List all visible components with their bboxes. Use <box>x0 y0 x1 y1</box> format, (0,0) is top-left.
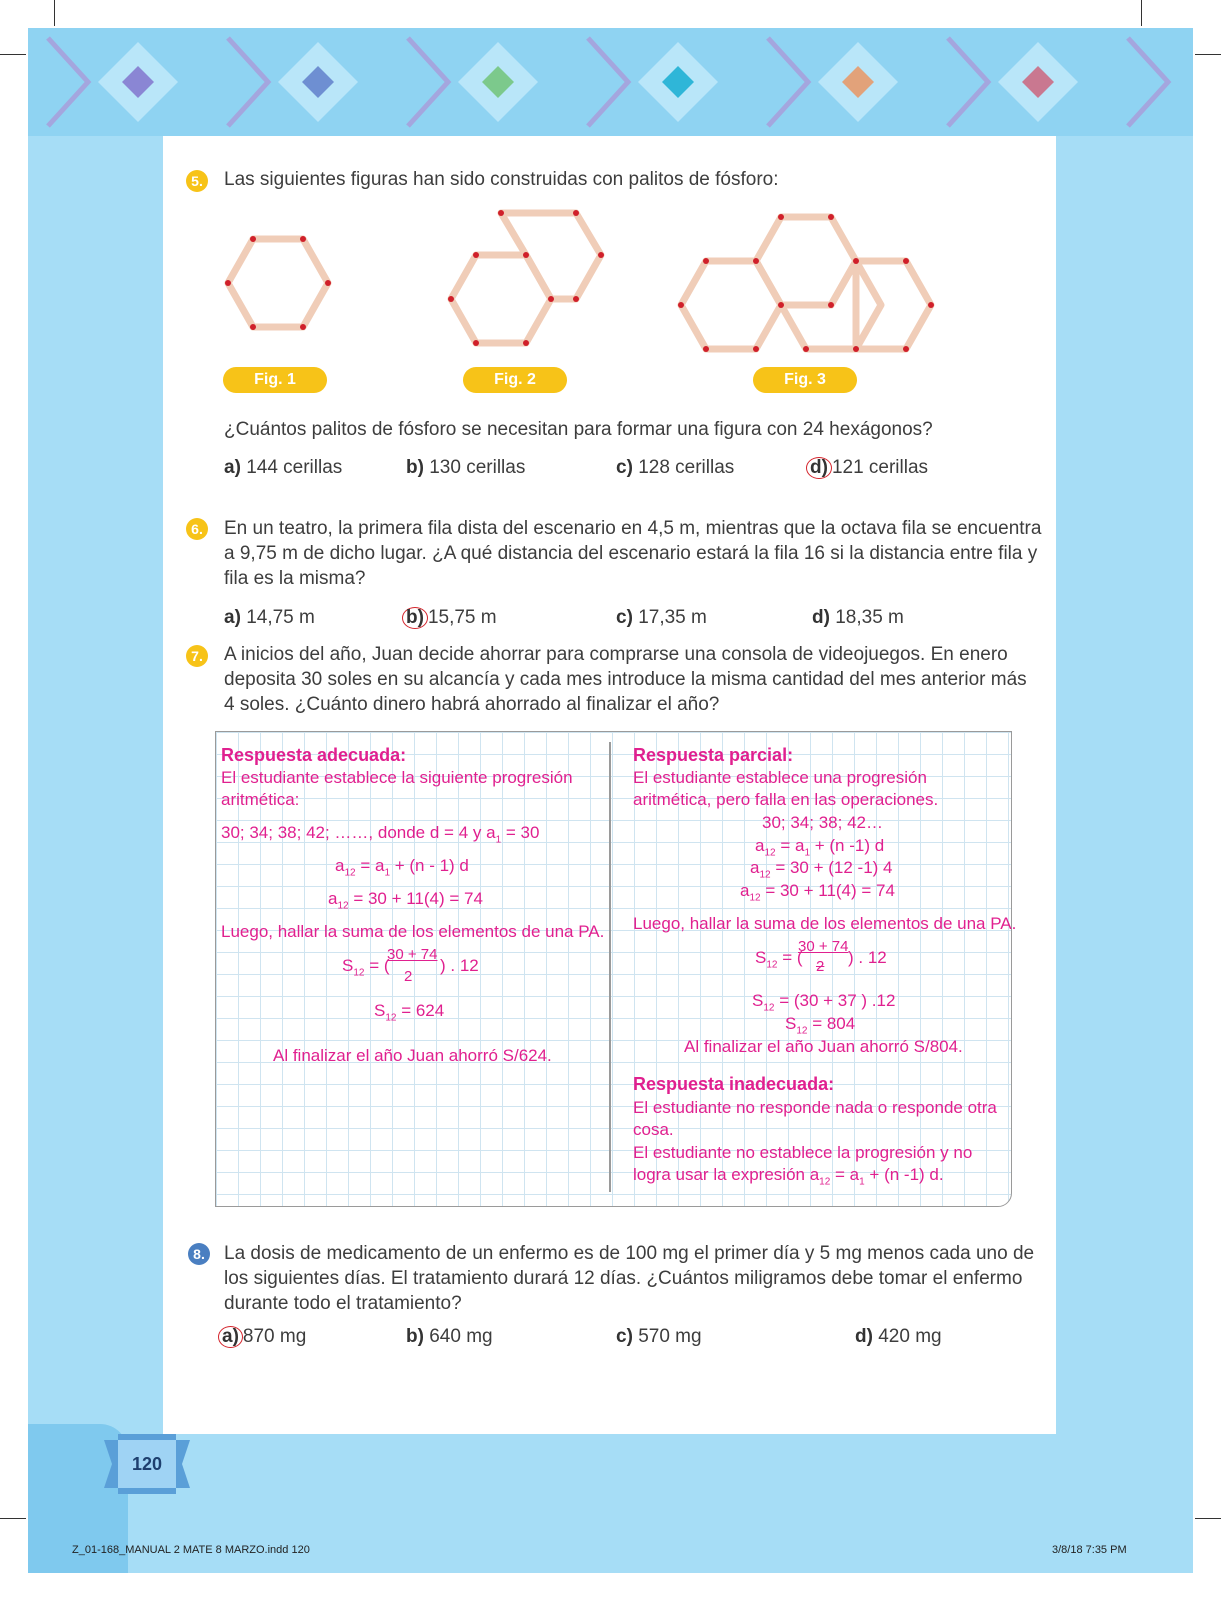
rubric-result <box>374 1000 444 1029</box>
fig-label-3: Fig. 3 <box>753 367 857 393</box>
subscript: 12 <box>763 1002 775 1014</box>
formula-part: = ( <box>364 956 390 975</box>
text-part: logra usar la expresión a <box>633 1165 820 1184</box>
question-text-line: La dosis de medicamento de un enfermo es de 100 mg el primer día y 5 mg menos cada uno de <box>224 1243 1035 1264</box>
option-text: 15,75 m <box>427 607 497 628</box>
fig-label-1: Fig. 1 <box>223 367 327 393</box>
decorative-banner <box>28 28 1193 136</box>
text-part: = a <box>830 1165 860 1184</box>
question-number-badge: 7. <box>186 645 208 667</box>
text-part: + (n -1) d. <box>864 1165 944 1184</box>
option-text: 570 mg <box>638 1326 702 1347</box>
subscript: 12 <box>749 892 761 904</box>
crop-mark <box>1141 0 1142 26</box>
option-c[interactable] <box>616 457 734 479</box>
question-text-line: fila es la misma? <box>224 568 366 589</box>
rubric-sequence <box>221 822 539 851</box>
option-a[interactable] <box>218 1326 306 1348</box>
fraction-denominator: 2 <box>816 958 825 975</box>
subscript: 12 <box>766 959 778 971</box>
rubric-divider <box>609 742 611 1192</box>
option-text: 130 cerillas <box>429 457 526 478</box>
subscript: 12 <box>353 967 365 979</box>
crop-mark <box>1195 54 1221 55</box>
formula-part: = 30 + 11(4) = 74 <box>348 889 483 908</box>
subscript: 12 <box>796 1025 808 1037</box>
crop-mark <box>0 54 26 55</box>
formula-part: S <box>785 1014 797 1033</box>
crop-mark <box>1195 1518 1221 1519</box>
rubric-conclusion: Al finalizar el año Juan ahorró S/624. <box>273 1046 552 1065</box>
question-number-badge: 5. <box>186 170 208 192</box>
subscript: 1 <box>495 834 502 846</box>
fraction-numerator: 30 + 74 <box>798 938 849 955</box>
footer-file-info: Z_01-168_MANUAL 2 MATE 8 MARZO.indd 120 <box>72 1544 310 1556</box>
question-number-badge: 8. <box>188 1243 210 1265</box>
formula-part: ) . 12 <box>440 956 479 975</box>
answer-circle-option-letter: d) <box>806 457 832 479</box>
sequence-end: = 30 <box>501 823 540 842</box>
option-text: 18,35 m <box>835 607 904 628</box>
rubric-formula <box>740 880 895 909</box>
formula-part: a <box>328 889 338 908</box>
rubric-text: aritmética, pero falla en las operaciones. <box>633 790 939 809</box>
rubric-text: El estudiante no establece la progresión y no <box>633 1143 973 1162</box>
formula-part: S <box>374 1001 386 1020</box>
formula-part: + (n -1) d <box>810 836 885 855</box>
subscript: 1 <box>804 847 810 859</box>
formula-part: a <box>335 856 345 875</box>
formula-part: = a <box>355 856 385 875</box>
option-text: 420 mg <box>878 1326 942 1347</box>
option-a[interactable] <box>224 607 315 629</box>
crop-mark <box>0 1518 26 1519</box>
question-text: ¿Cuántos palitos de fósforo se necesitan para formar una figura con 24 hexágonos? <box>224 419 933 440</box>
chevron-pattern-icon <box>28 28 1193 136</box>
option-d[interactable] <box>855 1326 942 1348</box>
rubric-text: cosa. <box>633 1120 674 1139</box>
option-letter: c) <box>616 607 633 628</box>
formula-part: = 624 <box>396 1001 445 1020</box>
sequence-text: 30; 34; 38; 42; ……, donde d = 4 y a <box>221 823 496 842</box>
option-letter: a) <box>224 607 241 628</box>
option-letter: b) <box>406 1326 424 1347</box>
option-text: 144 cerillas <box>246 457 343 478</box>
formula-part: = ( <box>777 948 803 967</box>
formula-part: = 30 + 11(4) = 74 <box>760 881 895 900</box>
formula-part: = (30 + 37 ) .12 <box>774 991 896 1010</box>
option-c[interactable] <box>616 1326 702 1348</box>
rubric-text: Luego, hallar la suma de los elementos de una PA. <box>633 914 1017 933</box>
option-text: 870 mg <box>242 1326 307 1347</box>
formula-part: S <box>755 948 767 967</box>
rubric-heading-parcial: Respuesta parcial: <box>633 745 794 765</box>
rubric-text <box>633 1164 944 1193</box>
question-text-line: durante todo el tratamiento? <box>224 1293 462 1314</box>
subscript: 1 <box>859 1176 865 1188</box>
rubric-conclusion: Al finalizar el año Juan ahorró S/804. <box>684 1037 963 1056</box>
option-d[interactable] <box>806 457 928 479</box>
page-number: 120 <box>131 1454 163 1474</box>
rubric-formula <box>335 855 469 884</box>
formula-part: a <box>750 858 760 877</box>
option-a[interactable] <box>224 457 342 479</box>
option-text: 14,75 m <box>246 607 315 628</box>
question-number-badge: 6. <box>186 518 208 540</box>
rubric-heading-adecuada: Respuesta adecuada: <box>221 745 407 765</box>
question-text-line: los siguientes días. El tratamiento durará 12 días. ¿Cuántos miligramos debe tomar el enfermo <box>224 1268 1023 1289</box>
rubric-sum-formula <box>342 955 390 984</box>
option-text: 640 mg <box>429 1326 493 1347</box>
subscript: 12 <box>385 1012 397 1024</box>
rubric-text: El estudiante establece una progresión <box>633 768 927 787</box>
option-d[interactable] <box>812 607 904 629</box>
rubric-text: El estudiante establece la siguiente progresión <box>221 768 573 787</box>
option-c[interactable] <box>616 607 707 629</box>
option-text: 121 cerillas <box>831 457 929 478</box>
option-text: 128 cerillas <box>638 457 735 478</box>
subscript: 12 <box>344 867 356 879</box>
option-b[interactable] <box>406 1326 493 1348</box>
fraction-denominator: 2 <box>404 968 413 985</box>
subscript: 12 <box>759 869 771 881</box>
option-letter: b) <box>406 457 424 478</box>
rubric-heading-inadecuada: Respuesta inadecuada: <box>633 1074 835 1094</box>
option-text: 17,35 m <box>638 607 707 628</box>
question-text-line: A inicios del año, Juan decide ahorrar para comprarse una consola de videojuegos. En enero <box>224 644 1008 665</box>
formula-part: + (n - 1) d <box>390 856 469 875</box>
question-text: Las siguientes figuras han sido construidas con palitos de fósforo: <box>224 169 779 190</box>
question-text-line: En un teatro, la primera fila dista del escenario en 4,5 m, mientras que la octava fila se encuentra <box>224 518 1042 539</box>
option-letter: c) <box>616 1326 633 1347</box>
question-text-line: 4 soles. ¿Cuánto dinero habrá ahorrado al finalizar el año? <box>224 694 720 715</box>
formula-part: a <box>755 836 765 855</box>
formula-part: = a <box>775 836 805 855</box>
rubric-text: El estudiante no responde nada o responde otra <box>633 1098 997 1117</box>
fraction-numerator: 30 + 74 <box>387 946 438 963</box>
rubric-formula <box>328 888 483 917</box>
rubric-sum-formula <box>755 947 803 976</box>
formula-part: ) . 12 <box>848 948 887 967</box>
subscript: 12 <box>337 900 349 912</box>
rubric-text: aritmética: <box>221 790 300 809</box>
formula-part: S <box>752 991 764 1010</box>
answer-circle-option-letter: b) <box>402 607 428 629</box>
subscript: 12 <box>819 1176 831 1188</box>
option-letter: d) <box>855 1326 873 1347</box>
option-letter: d) <box>812 607 830 628</box>
formula-part: = 804 <box>807 1014 856 1033</box>
rubric-text: Luego, hallar la suma de los elementos de una PA. <box>221 922 605 941</box>
option-b[interactable] <box>402 607 497 629</box>
option-b[interactable] <box>406 457 525 479</box>
formula-part: S <box>342 956 354 975</box>
footer-timestamp: 3/8/18 7:35 PM <box>1052 1544 1127 1556</box>
option-letter: c) <box>616 457 633 478</box>
question-text-line: deposita 30 soles en su alcancía y cada mes introduce la misma cantidad del mes anterior más <box>224 669 1027 690</box>
option-letter: a) <box>224 457 241 478</box>
formula-part: = 30 + (12 -1) 4 <box>770 858 893 877</box>
subscript: 12 <box>764 847 776 859</box>
crop-mark <box>54 0 55 26</box>
subscript: 1 <box>384 867 390 879</box>
formula-part: a <box>740 881 750 900</box>
matchstick-hexagons-figure <box>215 205 945 365</box>
question-text-line: a 9,75 m de dicho lugar. ¿A qué distancia del escenario estará la fila 16 si la distancia entre fila y <box>224 543 1038 564</box>
fig-label-2: Fig. 2 <box>463 367 567 393</box>
rubric-sequence: 30; 34; 38; 42… <box>762 813 883 832</box>
answer-circle-option-letter: a) <box>218 1326 243 1348</box>
